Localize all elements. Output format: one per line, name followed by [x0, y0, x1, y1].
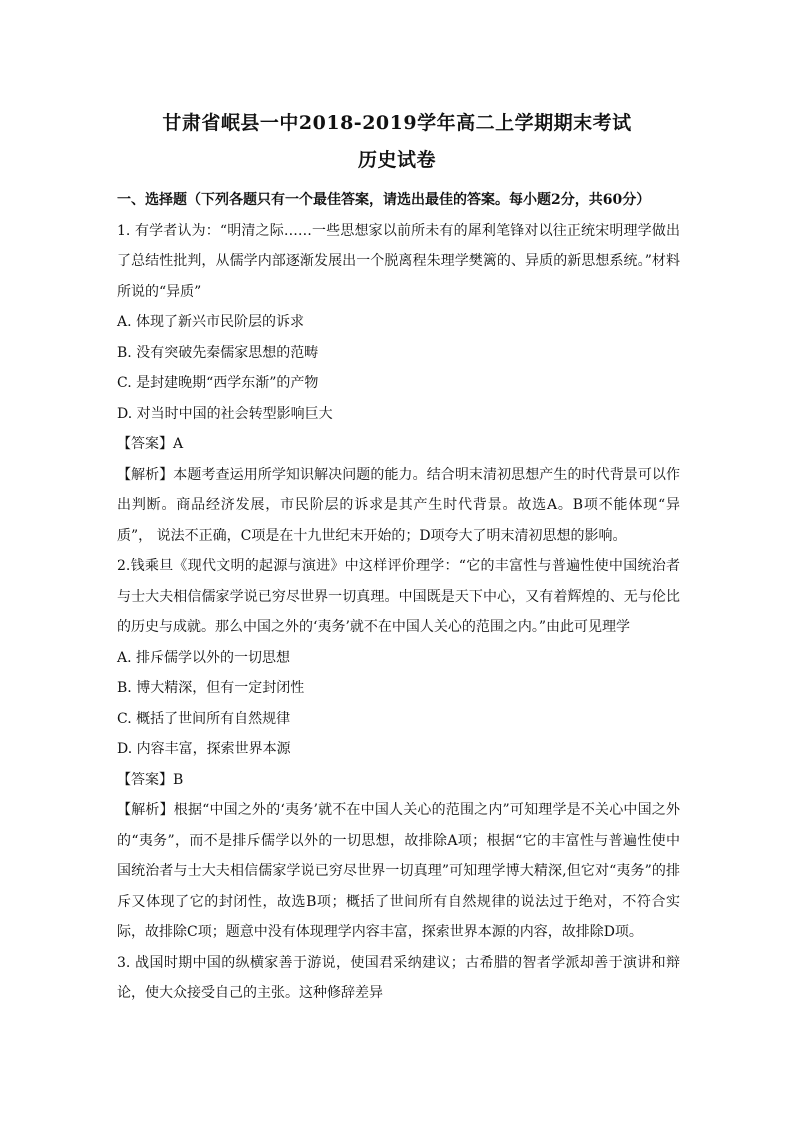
exam-subtitle: 历史试卷	[357, 149, 436, 171]
option-b: B. 博大精深，但有一定封闭性	[117, 680, 305, 696]
option-a: A. 排斥儒学以外的一切思想	[117, 649, 291, 666]
section-heading: 一、选择题（下列各题只有一个最佳答案，请选出最佳的答案。每小题2分，共60分）	[117, 192, 651, 208]
option-a: A. 体现了新兴市民阶层的诉求	[117, 314, 305, 330]
exam-title: 甘肃省岷县一中2018-2019学年高二上学期期末考试	[162, 112, 632, 134]
option-c: C. 是封建晚期“西学东渐”的产物	[117, 375, 319, 391]
question-stem: 2.钱乘旦《现代文明的起源与演进》中这样评价理学：“它的丰富性与普遍性使中国统治者与士大夫相信儒家学说已穷尽世界一切真理。中国既是天下中心，又有着辉煌的、无与伦比的历史与成就。那么中国之外的‘夷务’就不在中国人关心的范围之内。”由此可见理学	[117, 558, 680, 635]
question-stem: 3. 战国时期中国的纵横家善于游说，使国君采纳建议；古希腊的智者学派却善于演讲和辩论，使大众接受自己的主张。这种修辞差异	[117, 954, 680, 1001]
analysis: 【解析】本题考查运用所学知识解决问题的能力。结合明末清初思想产生的时代背景可以作出判断。商品经济发展，市民阶层的诉求是其产生时代背景。故选A。B项不能体现“异质”， 说法不正确，C项是在十九世纪末开始的；D项夸大了明末清初思想的影响。	[117, 466, 680, 544]
question-stem: 1. 有学者认为：“明清之际……一些思想家以前所未有的犀利笔锋对以往正统宋明理学做出了总结性批判，从儒学内部逐渐发展出一个脱离程朱理学樊篱的、异质的新思想系统。”材料所说的“异质”	[117, 222, 680, 300]
option-c: C. 概括了世间所有自然规律	[117, 710, 291, 727]
option-b: B. 没有突破先秦儒家思想的范畴	[117, 344, 319, 361]
option-d: D. 对当时中国的社会转型影响巨大	[117, 405, 333, 422]
answer: 【答案】B	[117, 771, 184, 788]
option-d: D. 内容丰富，探索世界本源	[117, 741, 291, 757]
exam-content	[117, 185, 680, 1009]
analysis: 【解析】根据“中国之外的‘夷务’就不在中国人关心的范围之内”可知理学是不关心中国之外的“夷务”，而不是排斥儒学以外的一切思想，故排除A项；根据“它的丰富性与普遍性使中国统治者与士大夫相信儒家学说已穷尽世界一切真理”可知理学博大精深,但它对“夷务”的排斥又体现了它的封闭性，故选B项；概括了世间所有自然规律的说法过于绝对，不符合实际，故排除C项；题意中没有体现理学内容丰富，探索世界本源的内容，故排除D项。	[117, 802, 680, 940]
answer: 【答案】A	[117, 436, 184, 452]
